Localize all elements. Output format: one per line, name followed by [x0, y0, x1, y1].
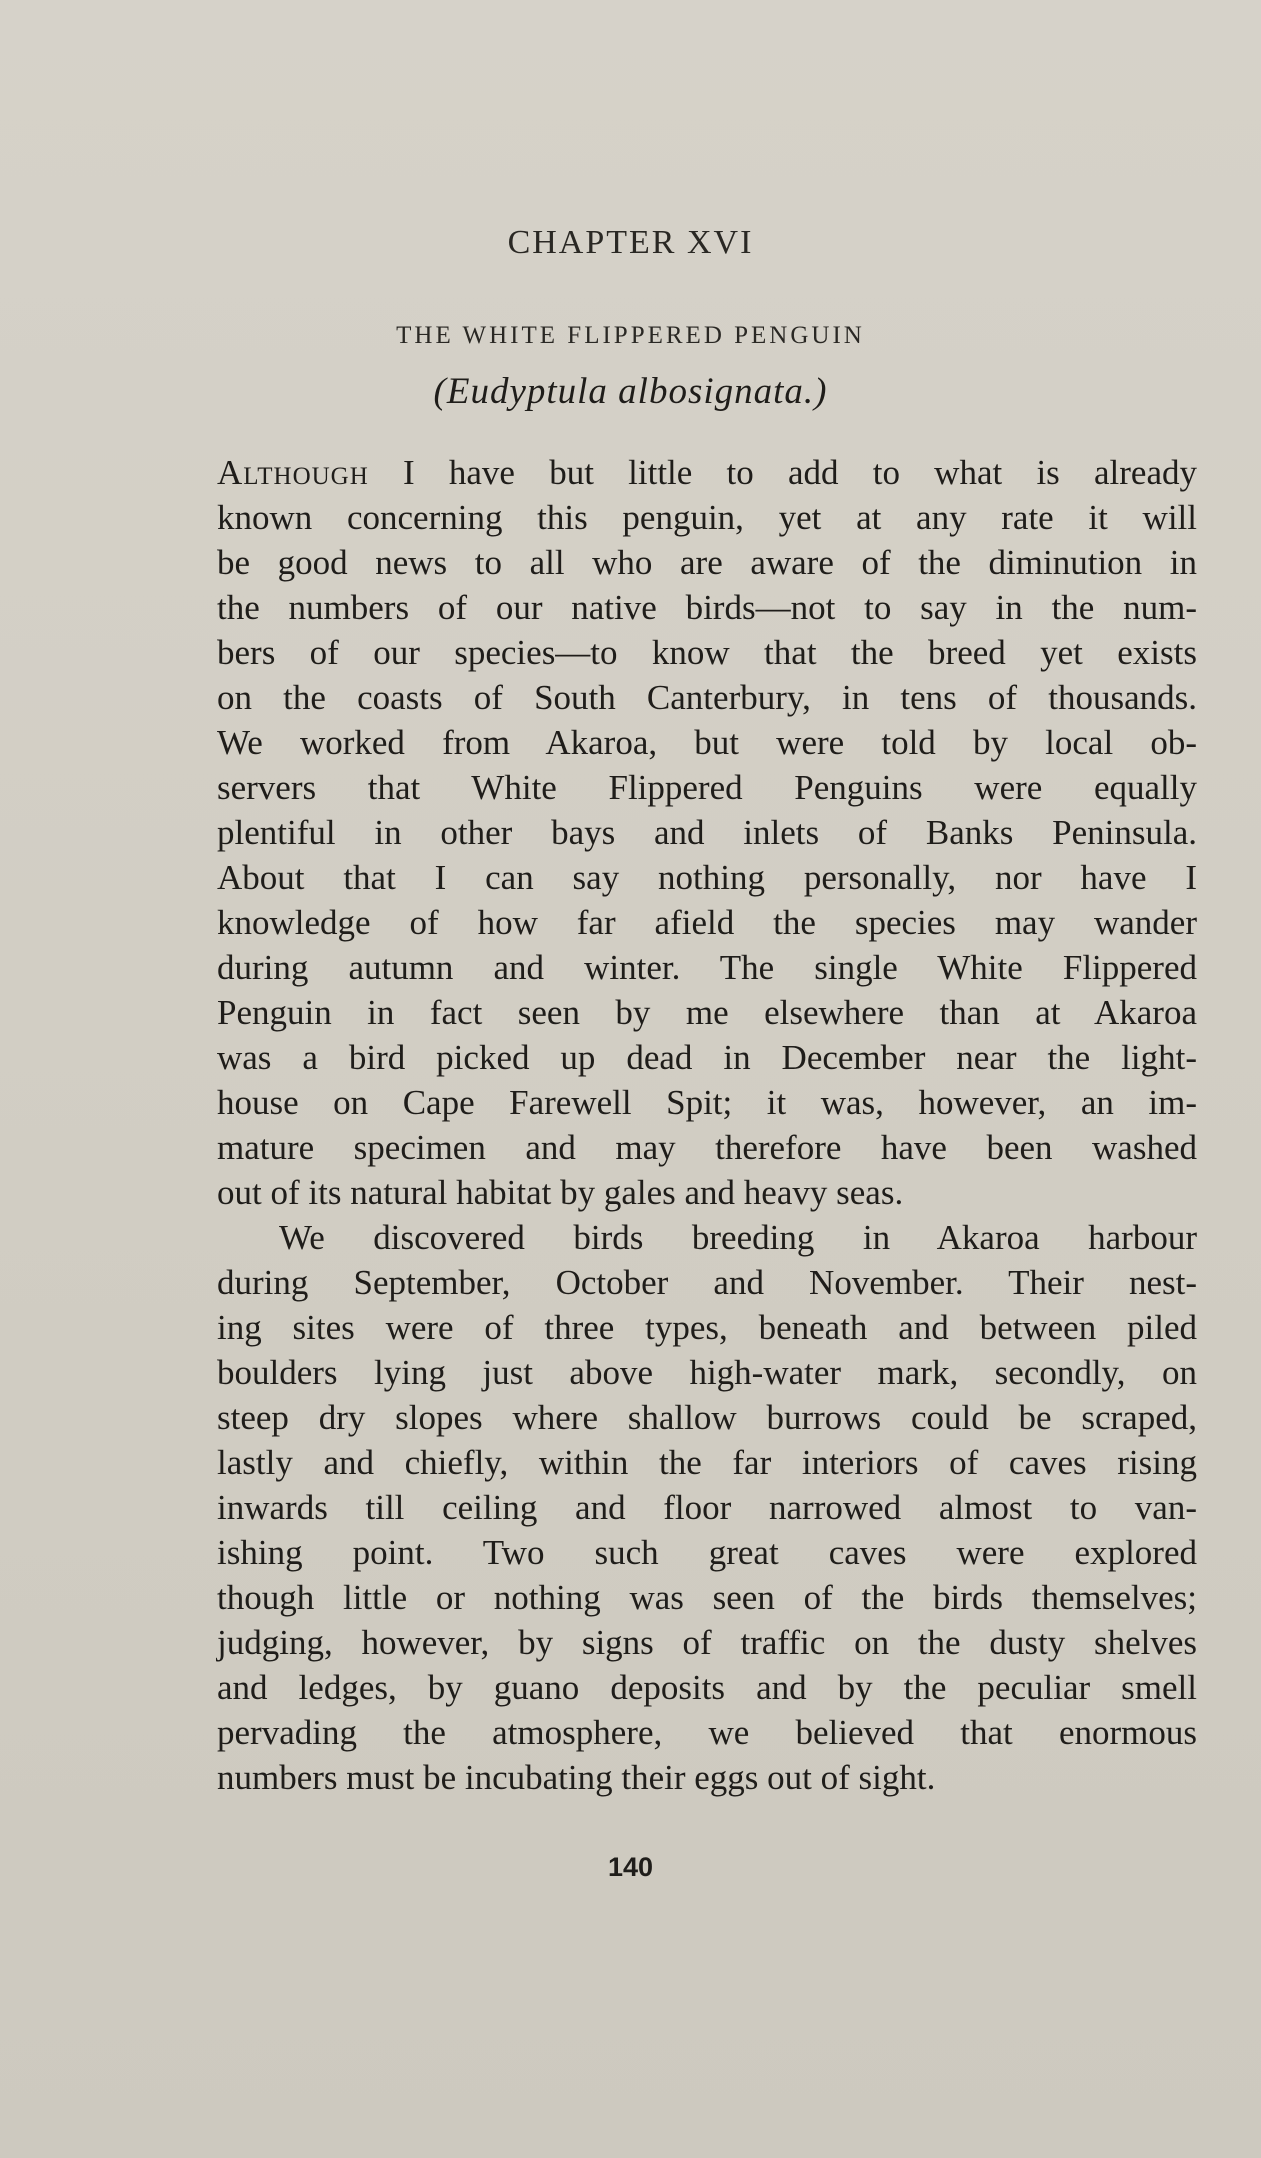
- text-line: bers of our species—to know that the breed yet exists: [217, 633, 1197, 672]
- text-line: known concerning this penguin, yet at any rate it will: [217, 498, 1197, 537]
- body-text: [217, 450, 1197, 1800]
- dropcap-word: Although: [217, 453, 369, 492]
- text-line: during autumn and winter. The single White Flippered: [217, 948, 1197, 987]
- text-line: judging, however, by signs of traffic on the dusty shelves: [217, 1623, 1197, 1662]
- text-line: inwards till ceiling and floor narrowed almost to van-: [217, 1488, 1197, 1527]
- text-line: Penguin in fact seen by me elsewhere than at Akaroa: [217, 993, 1197, 1032]
- text-line: though little or nothing was seen of the birds themselves;: [217, 1578, 1197, 1617]
- text-line: About that I can say nothing personally, nor have I: [217, 858, 1197, 897]
- text-line: out of its natural habitat by gales and heavy seas.: [217, 1173, 904, 1212]
- text-line: We discovered birds breeding in Akaroa harbour: [279, 1218, 1197, 1257]
- text-line: steep dry slopes where shallow burrows could be scraped,: [217, 1398, 1197, 1437]
- text-line: and ledges, by guano deposits and by the peculiar smell: [217, 1668, 1197, 1707]
- text-line: knowledge of how far afield the species may wander: [217, 903, 1197, 942]
- text-line: the numbers of our native birds—not to say in the num-: [217, 588, 1197, 627]
- text-line: servers that White Flippered Penguins were equally: [217, 768, 1197, 807]
- text-line: Although I have but little to add to what is already: [217, 453, 1197, 492]
- species-name: (Eudyptula albosignata.): [433, 371, 828, 412]
- chapter-heading: CHAPTER XVI: [507, 224, 754, 261]
- text-line: pervading the atmosphere, we believed that enormous: [217, 1713, 1197, 1752]
- text-line: be good news to all who are aware of the diminution in: [217, 543, 1197, 582]
- text-line: during September, October and November. Their nest-: [217, 1263, 1197, 1302]
- text-line: boulders lying just above high-water mark, secondly, on: [217, 1353, 1197, 1392]
- text-line: lastly and chiefly, within the far interiors of caves rising: [217, 1443, 1197, 1482]
- text-line: ing sites were of three types, beneath and between piled: [217, 1308, 1197, 1347]
- text-line: plentiful in other bays and inlets of Banks Peninsula.: [217, 813, 1197, 852]
- section-title: THE WHITE FLIPPERED PENGUIN: [396, 322, 865, 349]
- text-line: ishing point. Two such great caves were explored: [217, 1533, 1197, 1572]
- text-line: We worked from Akaroa, but were told by local ob-: [217, 723, 1197, 762]
- text-line: was a bird picked up dead in December near the light-: [217, 1038, 1197, 1077]
- text-line: on the coasts of South Canterbury, in tens of thousands.: [217, 678, 1197, 717]
- text-line: mature specimen and may therefore have been washed: [217, 1128, 1197, 1167]
- page-number: 140: [607, 1852, 654, 1882]
- text-line: numbers must be incubating their eggs out of sight.: [217, 1758, 936, 1797]
- text-line: house on Cape Farewell Spit; it was, however, an im-: [217, 1083, 1197, 1122]
